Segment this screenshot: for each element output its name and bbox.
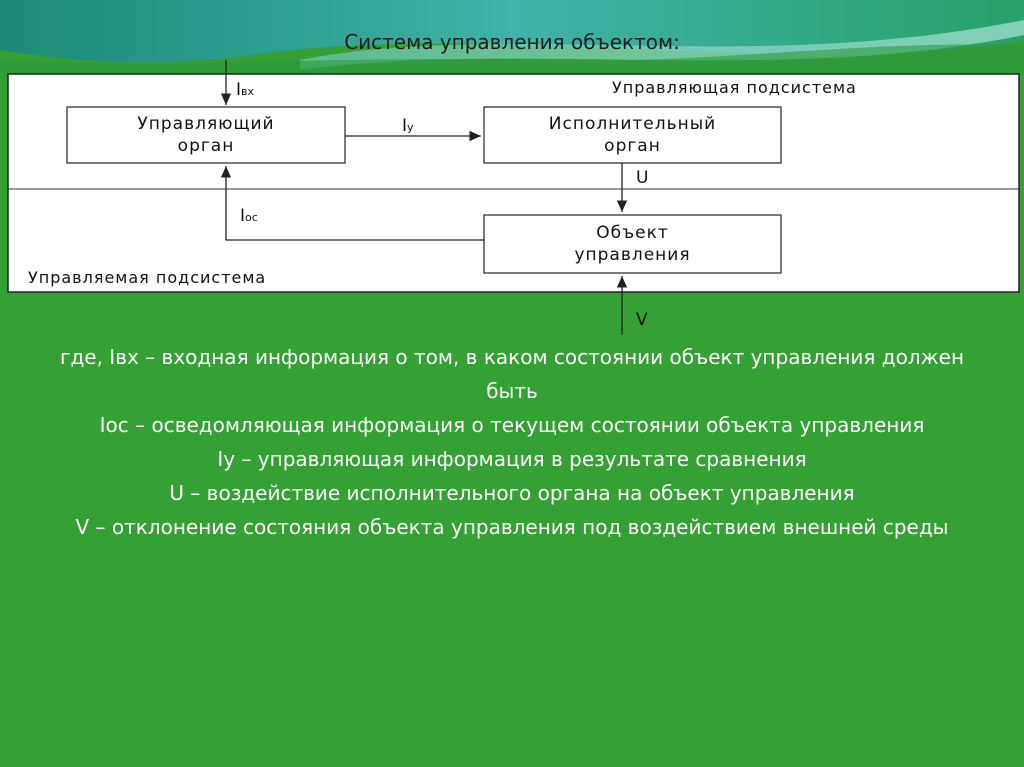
managed-subsystem-label: Управляемая подсистема [28,268,267,287]
signal-v: V [636,310,648,330]
signal-iy: Iу [402,116,414,136]
executive-organ-label: Исполнительный орган [548,114,717,156]
legend [0,340,1024,544]
control-subsystem-label: Управляющая подсистема [612,78,857,97]
legend-item-v: V – отклонение состояния объекта управления под воздействием внешней среды [75,515,949,539]
legend-item-u: U – воздействие исполнительного органа на объект управления [169,481,855,505]
control-system-diagram [0,0,1024,340]
control-organ-label: Управляющий орган [137,114,275,156]
control-object-label: Объект управления [574,223,691,265]
slide-title: Система управления объектом: [344,30,680,54]
signal-ivx: Iвх [236,80,255,100]
legend-item-ivx: где, Iвх – входная информация о том, в каком состоянии объект управления должен [59,345,965,369]
legend-item-ioc: Iос – осведомляющая информация о текущем состоянии объекта управления [99,413,925,437]
signal-ioc: Iос [240,206,258,226]
signal-u: U [636,168,649,188]
legend-item-iy: Iу – управляющая информация в результате сравнения [217,447,807,471]
legend-item-ivx-cont: быть [486,379,538,403]
